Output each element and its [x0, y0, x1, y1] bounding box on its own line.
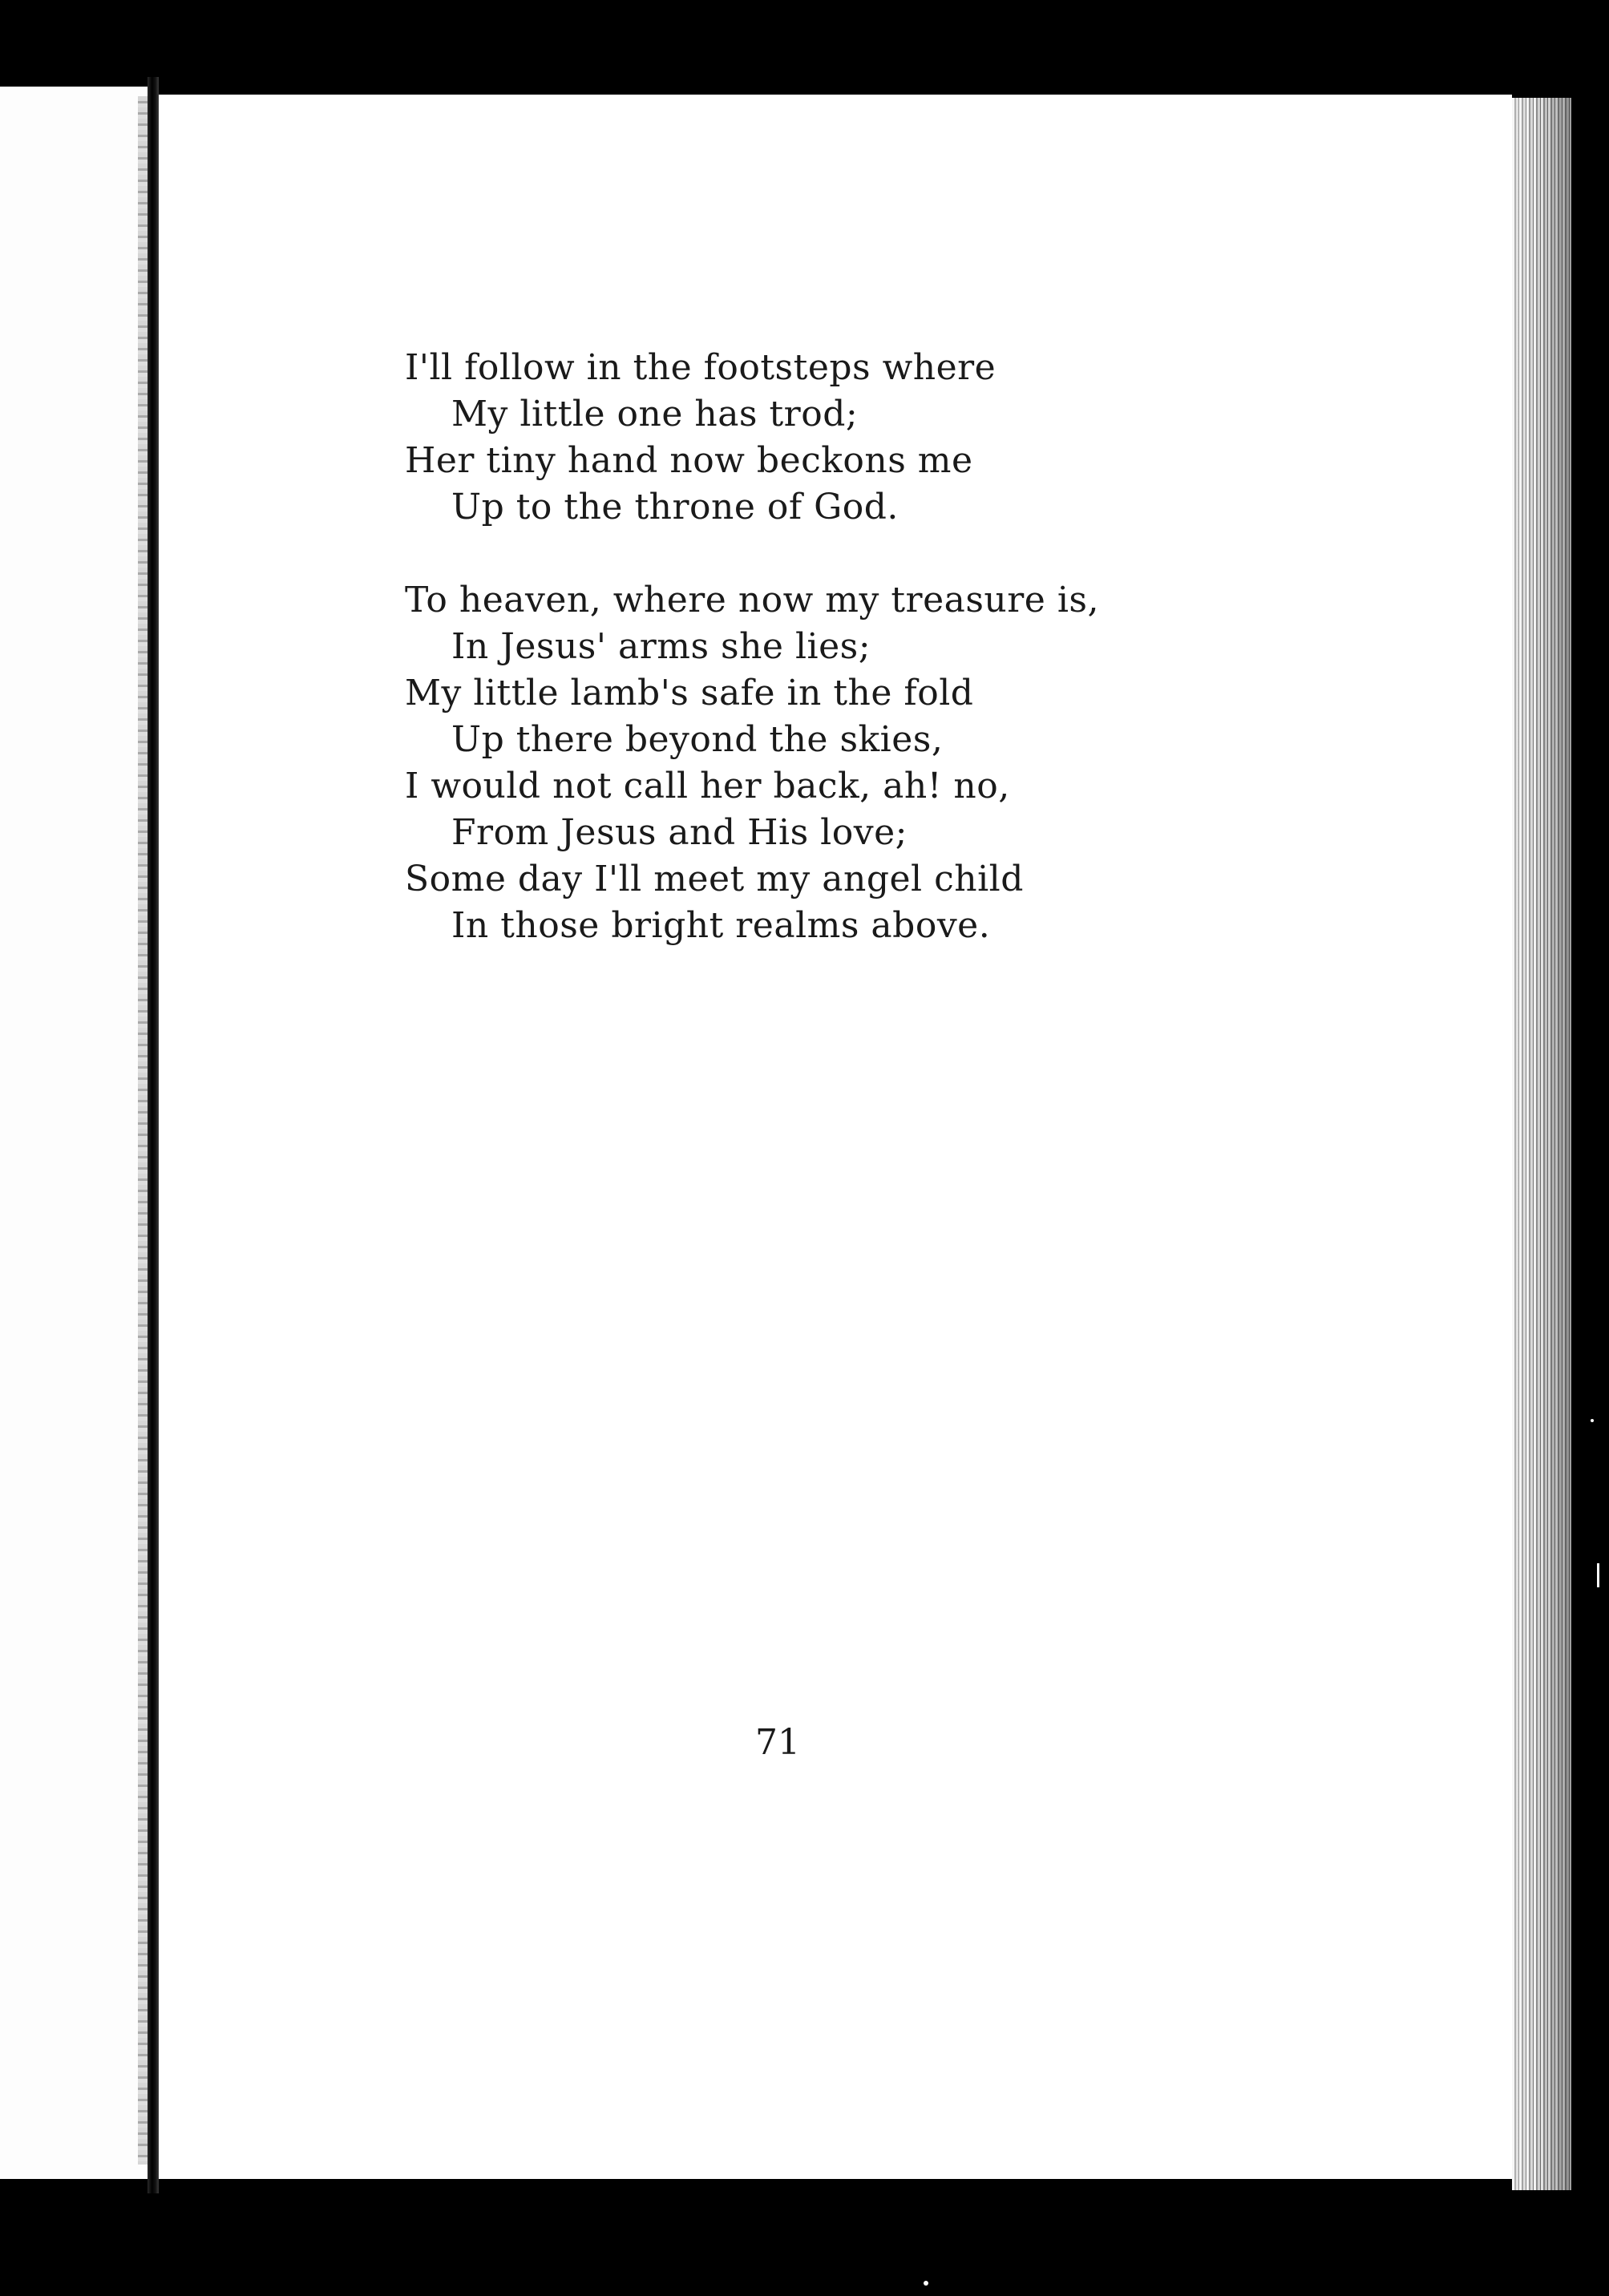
- book-gutter: [148, 77, 159, 2193]
- page-number: 71: [755, 1722, 800, 1763]
- poem-line: To heaven, where now my treasure is,: [405, 580, 1099, 620]
- poem-line: Some day I'll meet my angel child: [405, 859, 1024, 899]
- poem-line: In those bright realms above.: [451, 905, 991, 946]
- poem-line: From Jesus and His love;: [451, 812, 908, 853]
- previous-page-edge: [0, 87, 151, 2179]
- dust-speck: [924, 2281, 928, 2286]
- page-edges-shading: [1512, 98, 1571, 2190]
- poem-line: In Jesus' arms she lies;: [451, 626, 871, 667]
- dust-speck: [1591, 1419, 1594, 1422]
- poem-line: I would not call her back, ah! no,: [405, 766, 1010, 806]
- poem-line: My little lamb's safe in the fold: [405, 673, 974, 713]
- poem-line: Up to the throne of God.: [451, 487, 899, 528]
- poem-line: Up there beyond the skies,: [451, 719, 944, 760]
- dust-speck: [1597, 1563, 1599, 1587]
- stanza-1: [405, 345, 1207, 531]
- poem-line: I'll follow in the footsteps where: [405, 347, 997, 388]
- stanza-2: [405, 577, 1207, 949]
- poem-text: [405, 345, 1207, 996]
- poem-line: My little one has trod;: [451, 394, 859, 435]
- poem-line: Her tiny hand now beckons me: [405, 440, 973, 481]
